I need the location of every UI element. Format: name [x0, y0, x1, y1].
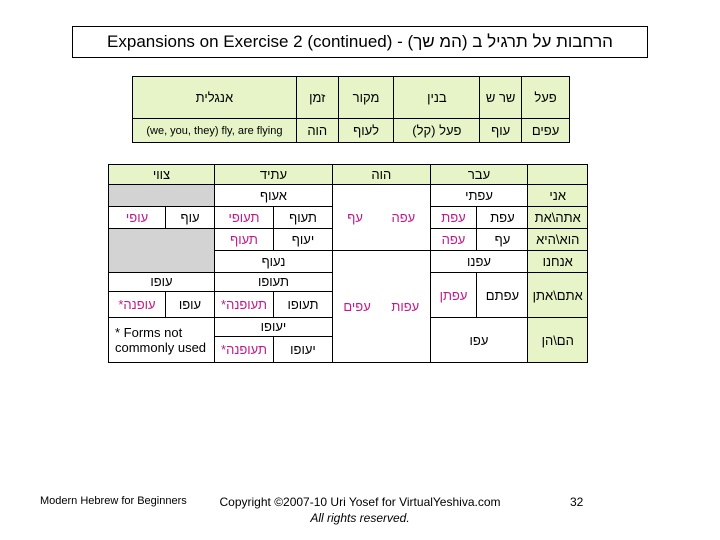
page-number: 32	[570, 495, 584, 509]
footer-copyright: Copyright ©2007-10 Uri Yosef for VirtualYeshiva.com All rights reserved.	[219, 495, 501, 525]
future-hem: יעופו	[290, 342, 316, 357]
value-english: (we, you, they) fly, are flying	[133, 119, 297, 143]
future-hen: תעופנה*	[215, 337, 274, 362]
value-verb: עפים	[522, 119, 570, 143]
future-atem: תעופו	[287, 297, 319, 312]
future-ata: תעוף	[274, 207, 333, 229]
present-singular	[333, 210, 430, 225]
header-english: אנגלית	[133, 77, 297, 119]
imperative-plural: עופו	[109, 273, 214, 292]
future-hem-hen: יעופו	[215, 318, 332, 337]
verb-info-table	[132, 76, 570, 143]
pronoun-anachnu: אנחנו	[528, 251, 588, 273]
header-binyan: בנין	[394, 77, 480, 119]
past-anachnu: עפנו	[430, 251, 528, 273]
future-hi: תעוף	[215, 229, 274, 251]
header-imperative: צווי	[109, 165, 215, 185]
pronoun-hem-hen: הם\הן	[528, 318, 588, 363]
footer-course: Modern Hebrew for Beginners	[40, 495, 187, 507]
page-title: Expansions on Exercise 2 (continued) - הרחבות על תרגיל ב (המ שך)	[72, 26, 648, 58]
present-plural-m: עפים	[343, 299, 371, 314]
past-ata: עפת	[477, 207, 528, 229]
present-plural	[333, 299, 430, 314]
past-hem-hen: עפו	[430, 318, 528, 363]
imperative-m: עוף	[166, 207, 215, 229]
future-atem-aten: תעופו	[215, 273, 332, 292]
pronoun-atem-aten: אתם\אתן	[528, 273, 588, 318]
value-binyan: פעל (קל)	[394, 119, 480, 143]
conjugation-table	[108, 164, 588, 363]
future-hu: יעוף	[274, 229, 333, 251]
imperative-plural-m: עופו	[178, 297, 202, 312]
header-infinitive: מקור	[338, 77, 394, 119]
present-plural-f: עפות	[391, 299, 420, 314]
header-time: זמן	[296, 77, 338, 119]
header-future: עתיד	[215, 165, 333, 185]
pronoun-hu-hi: הוא\היא	[528, 229, 588, 251]
past-ani: עפתי	[430, 185, 528, 207]
past-at: עפת	[430, 207, 477, 229]
header-present: הוה	[333, 165, 431, 185]
present-singular-m: עף	[347, 210, 363, 225]
value-infinitive: לעוף	[338, 119, 394, 143]
future-anachnu: נעוף	[215, 251, 333, 273]
future-at: תעופי	[215, 207, 274, 229]
header-root: שר ש	[480, 77, 522, 119]
pronoun-ani: אני	[528, 185, 588, 207]
pronoun-ata-at: אתה\את	[528, 207, 588, 229]
header-past: עבר	[430, 165, 528, 185]
future-aten: תעופנה*	[215, 292, 274, 317]
imperative-plural-f: עופנה*	[109, 292, 166, 317]
footnote: * Forms not commonly used	[109, 318, 215, 363]
header-verb: פעל	[522, 77, 570, 119]
past-hi: עפה	[430, 229, 477, 251]
past-hu: עף	[477, 229, 528, 251]
value-time: הוה	[296, 119, 338, 143]
past-atem: עפתם	[477, 273, 528, 318]
present-singular-f: עפה	[391, 210, 416, 225]
imperative-f: עופי	[109, 207, 166, 229]
future-ani: אעוף	[215, 185, 333, 207]
value-root: עוף	[480, 119, 522, 143]
past-aten: עפתן	[430, 273, 477, 318]
